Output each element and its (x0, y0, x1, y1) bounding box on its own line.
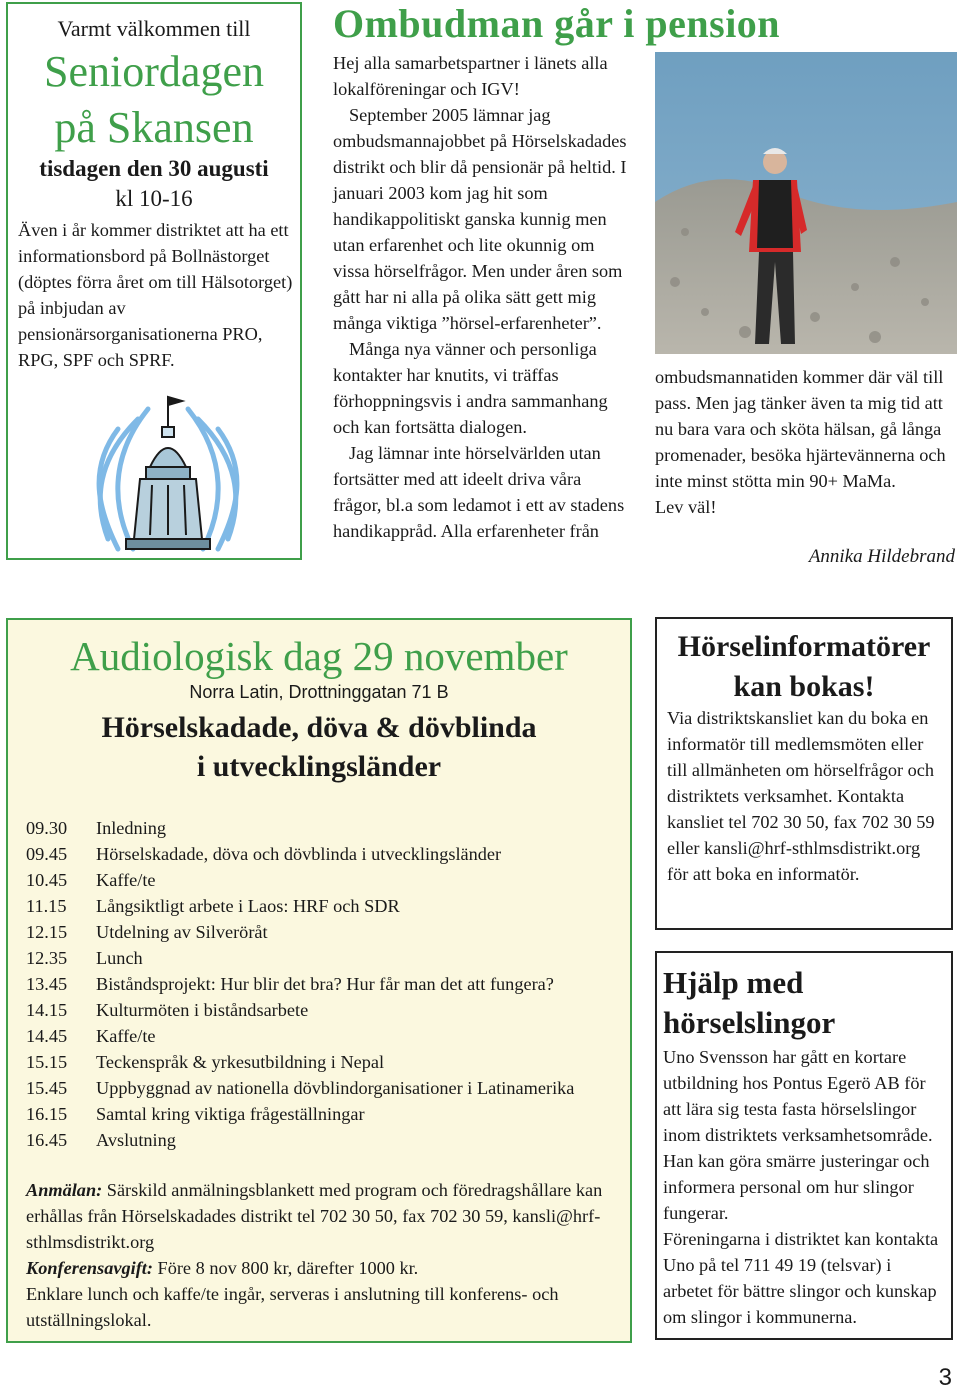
registration-paragraph (26, 1177, 616, 1255)
schedule-item: Kulturmöten i biståndsarbete (96, 1000, 309, 1020)
horselinformatorer-title (657, 627, 951, 707)
schedule-row (26, 893, 574, 919)
seniordagen-title-line1: Seniordagen (44, 47, 264, 96)
ombudsman-farewell: Lev väl! (655, 497, 717, 517)
schedule-row (26, 815, 574, 841)
schedule-item: Uppbyggnad av nationella dövblindorganisationer i Latinamerika (96, 1078, 575, 1098)
horselinformatorer-title-line1: Hörselinformatörer (677, 630, 931, 663)
ombudsman-signature: Annika Hildebrand (808, 546, 955, 567)
schedule-row (26, 1127, 574, 1153)
ombudsman-paragraph: Hej alla samarbetspartner i länets alla lokalföreningar och IGV! (333, 53, 608, 99)
fee-paragraph (26, 1255, 616, 1281)
registration-text: Särskild anmälningsblankett med program och föredragshållare kan erhållas från Hörselskadades distrikt tel 702 30 50, fax 702 30 59, kansli@hrf-sthlmsdistrikt.org (26, 1180, 603, 1252)
horselinformatorer-box (655, 617, 953, 930)
seniordagen-time: kl 10-16 (115, 186, 193, 211)
lunch-note: Enklare lunch och kaffe/te ingår, serveras i anslutning till konferens- och utställningslokal. (26, 1284, 559, 1330)
fee-text: Före 8 nov 800 kr, därefter 1000 kr. (152, 1258, 419, 1278)
audiologisk-dag-box (6, 618, 632, 1343)
schedule-item: Kaffe/te (96, 1026, 156, 1046)
schedule-time: 16.45 (26, 1130, 68, 1150)
seniordagen-body: Även i år kommer distriktet att ha ett informationsbord på Bollnästorget (döptes förra året om till Hälsotorget) på inbjudan av pensionärsorganisationerna PRO, RPG, SPF och SPRF. (18, 220, 293, 370)
schedule-item: Hörselskadade, döva och dövblinda i utvecklingsländer (96, 844, 502, 864)
ombudsman-title: Ombudman går i pension (333, 1, 781, 46)
seniordagen-title (8, 44, 300, 156)
horselinformatorer-title-line2: kan bokas! (733, 670, 875, 703)
schedule-time: 16.15 (26, 1104, 68, 1124)
horselslingor-paragraph: Föreningarna i distriktet kan kontakta Uno på tel 711 49 19 (telsvar) i arbetet för bättre slingor och kunskap om slingor i kommunerna. (663, 1229, 939, 1327)
audiologisk-venue: Norra Latin, Drottninggatan 71 B (189, 682, 449, 702)
schedule-time: 11.15 (26, 896, 67, 916)
horselslingor-body (663, 1044, 945, 1330)
schedule-row (26, 1023, 574, 1049)
audiologisk-subtitle-line1: Hörselskadade, döva & dövblinda (101, 711, 537, 744)
schedule-item: Samtal kring viktiga frågeställningar (96, 1104, 365, 1124)
horselslingor-title-line1: Hjälp med (663, 965, 804, 1000)
horselslingor-paragraph: Uno Svensson har gått en kortare utbildning hos Pontus Egerö AB för att lära sig testa fasta hörselslingor inom distriktets verksamhetsområde. Han kan göra smärre justeringar och informera personal om hur slingor fungerar. (663, 1047, 933, 1223)
audiologisk-subtitle-line2: i utvecklingsländer (196, 750, 442, 783)
seniordagen-box (6, 2, 302, 560)
registration-label: Anmälan: (26, 1180, 103, 1200)
schedule-item: Inledning (96, 818, 167, 838)
horselslingor-title (663, 963, 945, 1043)
schedule-row (26, 945, 574, 971)
schedule-time: 14.15 (26, 1000, 68, 1020)
schedule-time: 14.45 (26, 1026, 68, 1046)
schedule-row (26, 919, 574, 945)
schedule-item: Kaffe/te (96, 870, 156, 890)
page-number: 3 (938, 1364, 952, 1391)
ombudsman-column-2 (655, 364, 957, 520)
schedule-item: Biståndsprojekt: Hur blir det bra? Hur får man det att fungera? (96, 974, 554, 994)
schedule-item: Avslutning (96, 1130, 176, 1150)
schedule-time: 09.30 (26, 818, 68, 838)
schedule-time: 13.45 (26, 974, 68, 994)
seniordagen-date: tisdagen den 30 augusti (39, 156, 269, 181)
schedule-time: 09.45 (26, 844, 68, 864)
schedule-row (26, 997, 574, 1023)
schedule-item: Långsiktligt arbete i Laos: HRF och SDR (96, 896, 400, 916)
seniordagen-title-line2: på Skansen (54, 103, 254, 152)
horselslingor-title-line2: hörselslingor (663, 1005, 836, 1040)
schedule-time: 15.45 (26, 1078, 68, 1098)
schedule-time: 12.35 (26, 948, 68, 968)
schedule-time: 12.15 (26, 922, 68, 942)
audiologisk-title: Audiologisk dag 29 november (70, 633, 568, 679)
horselinformatorer-body: Via distriktskansliet kan du boka en informatör till medlemsmöten eller till allmänheten om hörselfrågor och distriktets verksamhet. Kontakta kansliet tel 702 30 50, fax 702 30 59 eller kansli@hrf-sthlmsdistrikt.org för att boka en informatör. (667, 708, 935, 884)
ombudsman-paragraph: ombudsmannatiden kommer där väl till pass. Men jag tänker även ta mig tid att nu bara vara och sköta hälsan, gå långa promenader, besöka hjärtevännerna och inte minst stötta min 90+ MaMa. (655, 367, 946, 491)
audiologisk-subtitle (8, 708, 630, 786)
ombudsman-column-1 (333, 50, 631, 544)
schedule-time: 10.45 (26, 870, 68, 890)
seniordagen-pretitle: Varmt välkommen till (57, 16, 251, 41)
schedule-row (26, 867, 574, 893)
schedule-item: Lunch (96, 948, 143, 968)
fee-label: Konferensavgift: (26, 1258, 153, 1278)
ombudsman-paragraph: Jag lämnar inte hörselvärlden utan fortsätter med att ideelt driva våra frågor, bl.a som ledamot i ett av stadens handikappråd. Alla erfarenheter från (333, 443, 625, 541)
schedule-row (26, 1075, 574, 1101)
skansen-tower-illustration (78, 389, 258, 554)
schedule-item: Utdelning av Silveröråt (96, 922, 268, 942)
schedule-row (26, 971, 574, 997)
schedule-list (26, 815, 574, 1153)
portrait-photo-seashore (655, 52, 957, 354)
horselslingor-box (655, 951, 953, 1340)
schedule-time: 15.15 (26, 1052, 68, 1072)
registration-info (26, 1177, 616, 1333)
schedule-row (26, 1049, 574, 1075)
schedule-row (26, 841, 574, 867)
ombudsman-paragraph: September 2005 lämnar jag ombudsmannajobbet på Hörselskadades distrikt och blir då pensionär på heltid. I januari 2003 kom jag hit som handikappolitiskt ganska kunnig men utan erfarenhet och lite okunnig om vissa hörselfrågor. Men under åren som gått har ni alla på olika sätt gett mig många viktiga ”hörsel-erfarenheter”. (333, 105, 627, 333)
schedule-row (26, 1101, 574, 1127)
schedule-item: Teckenspråk & yrkesutbildning i Nepal (96, 1052, 385, 1072)
ombudsman-paragraph: Många nya vänner och personliga kontakter har knutits, vi träffas förhoppningsvis i andra sammanhang och kan fortsätta dialogen. (333, 339, 608, 437)
